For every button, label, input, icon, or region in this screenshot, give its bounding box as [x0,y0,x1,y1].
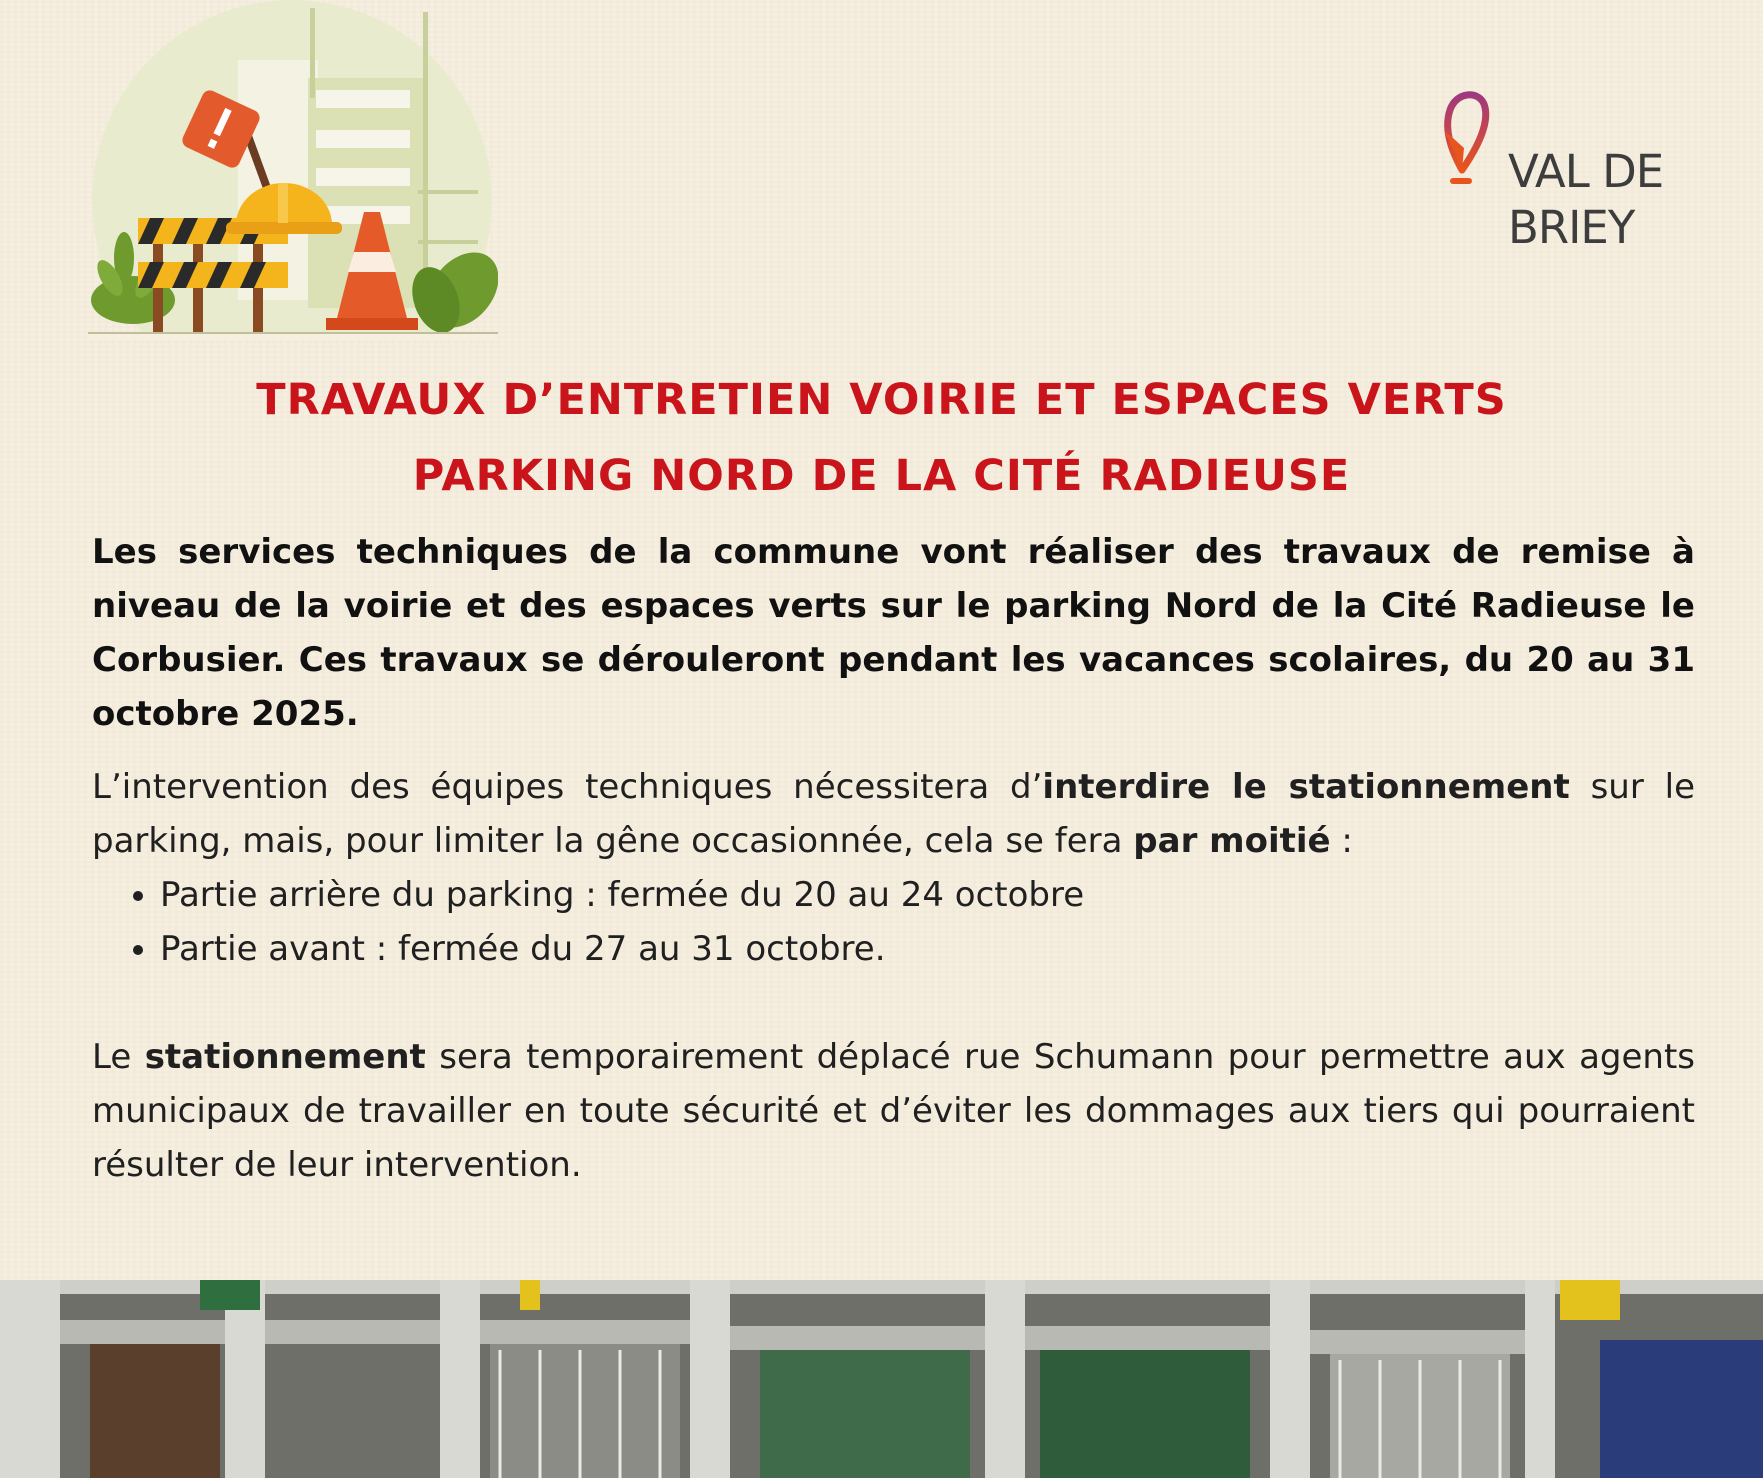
relocation-text-2: sera temporairement déplacé rue Schumann pour permettre aux agents municipaux de travailler en toute sécurité et d’éviter les dommages aux tiers qui pourraient résulter de leur intervention. [92,1037,1695,1185]
closure-bold-2: par moitié [1133,821,1331,861]
construction-illustration [88,0,498,340]
brand-line-1: VAL DE [1508,145,1664,198]
notice-body [92,525,1695,1192]
title-line-1: TRAVAUX D’ENTRETIEN VOIRIE ET ESPACES VERTS [256,375,1507,425]
closure-text-1: L’intervention des équipes techniques nécessitera d’ [92,767,1043,807]
notice-title [0,362,1763,514]
title-line-2: PARKING NORD DE LA CITÉ RADIEUSE [412,451,1351,501]
closure-text-3: : [1330,821,1353,861]
closure-text-2: sur le parking, mais, pour limiter la gêne occasionnée, cela se fera [92,767,1695,861]
closure-schedule-list [92,868,1695,976]
list-item: • Partie avant : fermée du 27 au 31 octobre. [160,922,1695,976]
parking-relocation-paragraph [92,1030,1695,1192]
closure-paragraph [92,760,1695,868]
brand-name [1508,144,1663,256]
intro-paragraph: Les services techniques de la commune vont réaliser des travaux de remise à niveau de la voirie et des espaces verts sur le parking Nord de la Cité Radieuse le Corbusier. Ces travaux se dérouleront pendant les vacances scolaires, du 20 au 31 octobre 2025. [92,532,1695,734]
val-de-briey-logo [1440,88,1690,258]
relocation-text-1: Le [92,1037,145,1077]
relocation-bold: stationnement [144,1037,426,1077]
list-item: • Partie arrière du parking : fermée du 20 au 24 octobre [160,868,1695,922]
closure-bold-1: interdire le stationnement [1042,767,1570,807]
brand-line-2: BRIEY [1508,201,1635,254]
cite-radieuse-facade-photo [0,1280,1763,1478]
location-pin-icon [1440,88,1510,188]
